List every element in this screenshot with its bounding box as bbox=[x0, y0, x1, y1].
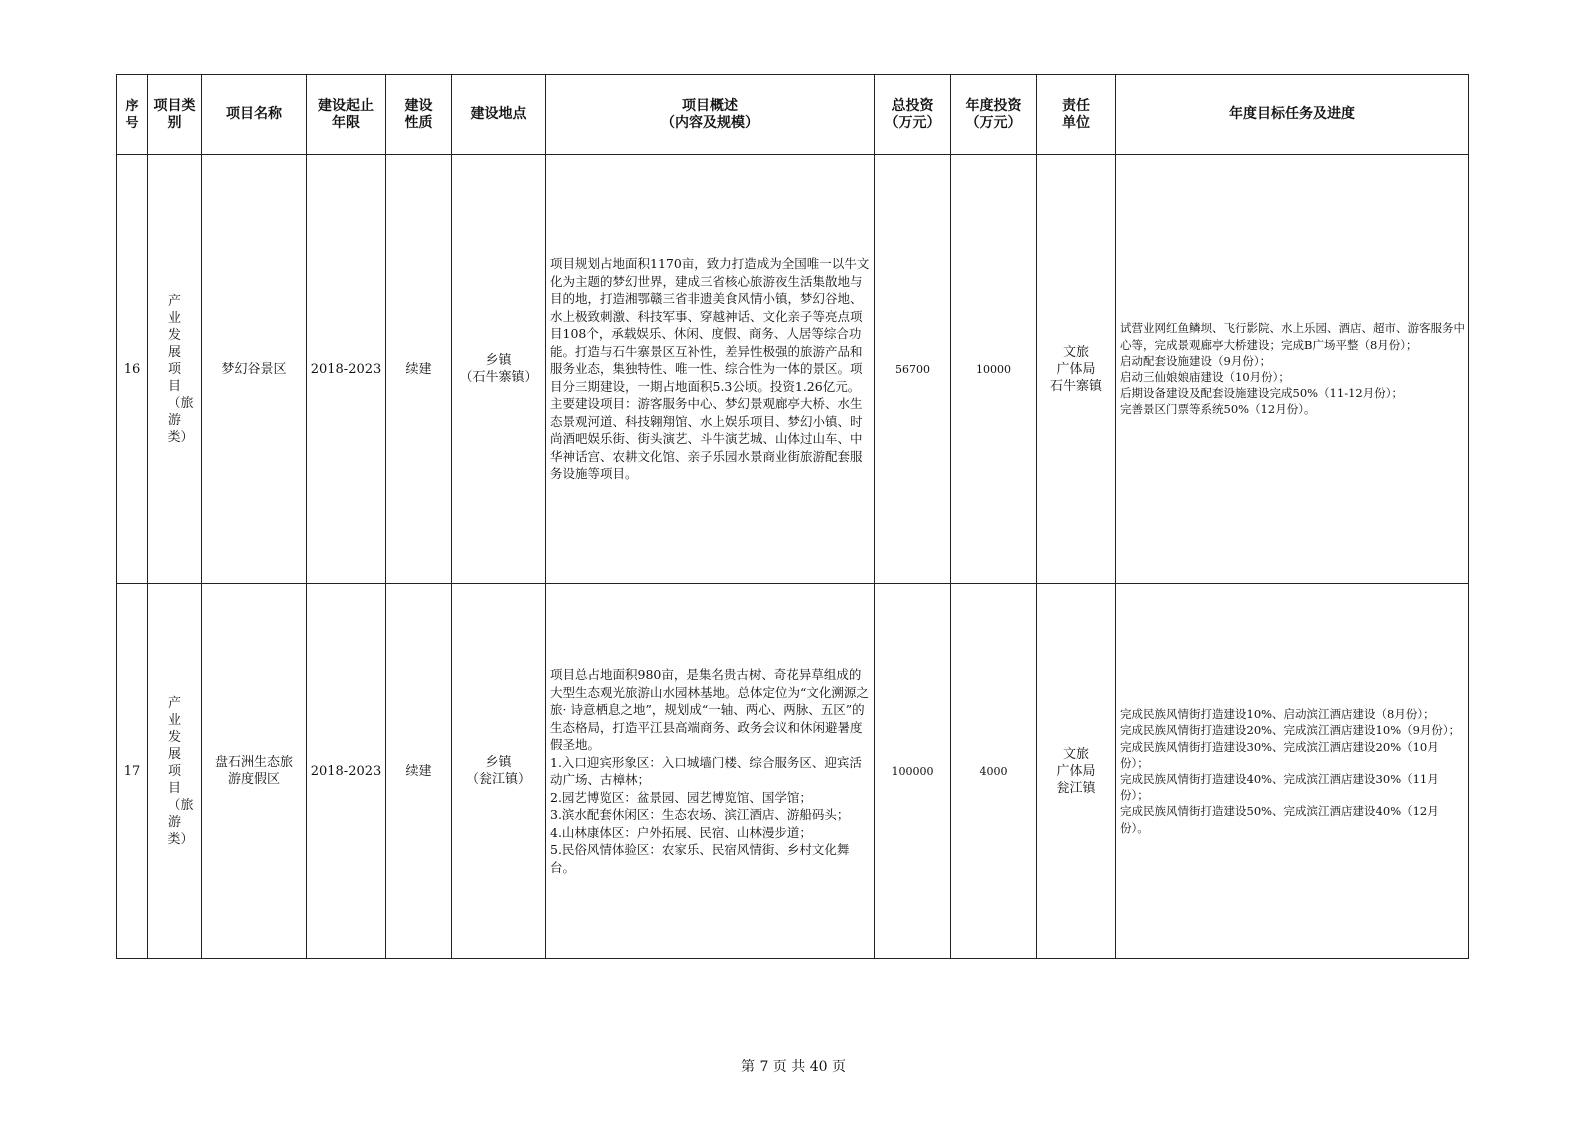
cell-location: 乡镇 （瓮江镇） bbox=[452, 584, 546, 959]
target-item: 启动三仙娘娘庙建设（10月份）； bbox=[1120, 370, 1290, 384]
header-location: 建设地点 bbox=[452, 75, 546, 155]
cell-unit: 文旅 广体局 瓮江镇 bbox=[1037, 584, 1116, 959]
header-summary: 项目概述 （内容及规模） bbox=[546, 75, 875, 155]
target-item: 完善景区门票等系统50%（12月份）。 bbox=[1120, 402, 1316, 417]
cell-period: 2018-2023 bbox=[307, 155, 386, 584]
cell-annual-invest: 10000 bbox=[951, 155, 1037, 584]
target-item: 后期设备建设及配套设施建设完成50%（11-12月份）； bbox=[1120, 386, 1403, 401]
cell-nature: 续建 bbox=[386, 584, 452, 959]
header-row bbox=[117, 75, 1469, 155]
header-nature: 建设性质 bbox=[386, 75, 452, 155]
cell-category: 产业发展项目（旅游类） bbox=[148, 584, 202, 959]
header-name: 项目名称 bbox=[202, 75, 307, 155]
target-item: 试营业网红鱼鳞坝、飞行影院、水上乐园、酒店、超市、游客服务中心等，完成景观廊亭大桥建设；完成B广场平整（8月份）； bbox=[1120, 321, 1465, 352]
cell-period: 2018-2023 bbox=[307, 584, 386, 959]
header-targets: 年度目标任务及进度 bbox=[1116, 75, 1469, 155]
cell-nature: 续建 bbox=[386, 155, 452, 584]
table-row bbox=[117, 584, 1469, 959]
header-unit: 责任单位 bbox=[1037, 75, 1116, 155]
header-seq: 序号 bbox=[117, 75, 148, 155]
cell-seq: 17 bbox=[117, 584, 148, 959]
cell-seq: 16 bbox=[117, 155, 148, 584]
target-item: 启动配套设施建设（9月份）； bbox=[1120, 353, 1272, 368]
header-period: 建设起止年限 bbox=[307, 75, 386, 155]
table-row bbox=[117, 155, 1469, 584]
target-item: 完成民族风情街打造建设50%、完成滨江酒店建设40%（12月份）。 bbox=[1120, 804, 1439, 835]
cell-category: 产业发展项目（旅游类） bbox=[148, 155, 202, 584]
header-annual-invest: 年度投资 （万元） bbox=[951, 75, 1037, 155]
header-category: 项目类别 bbox=[148, 75, 202, 155]
project-table bbox=[116, 74, 1469, 959]
header-total-invest: 总投资 （万元） bbox=[875, 75, 951, 155]
cell-unit: 文旅 广体局 石牛寨镇 bbox=[1037, 155, 1116, 584]
cell-targets bbox=[1116, 155, 1469, 584]
cell-name: 梦幻谷景区 bbox=[202, 155, 307, 584]
cell-targets bbox=[1116, 584, 1469, 959]
page-footer: 第 7 页 共 40 页 bbox=[741, 1059, 846, 1075]
project-table-container bbox=[116, 74, 1469, 959]
cell-name: 盘石洲生态旅游度假区 bbox=[202, 584, 307, 959]
cell-annual-invest: 4000 bbox=[951, 584, 1037, 959]
target-item: 完成民族风情街打造建设30%、完成滨江酒店建设20%（10月份）； bbox=[1120, 739, 1439, 770]
target-item: 完成民族风情街打造建设10%、启动滨江酒店建设（8月份）； bbox=[1120, 707, 1435, 722]
cell-total-invest: 56700 bbox=[875, 155, 951, 584]
target-item: 完成民族风情街打造建设20%、完成滨江酒店建设10%（9月份）； bbox=[1120, 723, 1461, 738]
target-item: 完成民族风情街打造建设40%、完成滨江酒店建设30%（11月份）； bbox=[1120, 772, 1439, 803]
cell-location: 乡镇 （石牛寨镇） bbox=[452, 155, 546, 584]
cell-summary: 项目总占地面积980亩，是集名贵古树、奇花异草组成的大型生态观光旅游山水园林基地。总体定位为“文化溯源之旅· 诗意栖息之地”，规划成“一轴、两心、两脉、五区”的生态格局，打造平江县高端商务、政务会议和休闲避暑度假圣地。 1.入口迎宾形象区：入口城墙门楼、综合服务区、迎宾活动广场、古樟林； 2.园艺博览区：盆景园、园艺博览馆、国学馆； 3.滨水配套休闲区：生态农场、滨江酒店、游船码头； 4.山林康体区：户外拓展、民宿、山林漫步道； 5.民俗风情体验区：农家乐、民宿风情街、乡村文化舞台。 bbox=[546, 584, 875, 959]
cell-summary: 项目规划占地面积1170亩，致力打造成为全国唯一以牛文化为主题的梦幻世界，建成三省核心旅游夜生活集散地与目的地，打造湘鄂赣三省非遗美食风情小镇，梦幻谷地、水上极致刺激、科技军事、穿越神话、文化亲子等亮点项目108个，承载娱乐、休闲、度假、商务、人居等综合功能。打造与石牛寨景区互补性，差异性极强的旅游产品和服务业态，集独特性、唯一性、综合性为一体的景区。项目分三期建设，一期占地面积5.3公顷。投资1.26亿元。主要建设项目：游客服务中心、梦幻景观廊亭大桥、水生态景观河道、科技翱翔馆、水上娱乐项目、梦幻小镇、时尚酒吧娱乐街、街头演艺、斗牛演艺城、山体过山车、中华神话宫、农耕文化馆、亲子乐园水景商业街旅游配套服务设施等项目。 bbox=[546, 155, 875, 584]
cell-total-invest: 100000 bbox=[875, 584, 951, 959]
